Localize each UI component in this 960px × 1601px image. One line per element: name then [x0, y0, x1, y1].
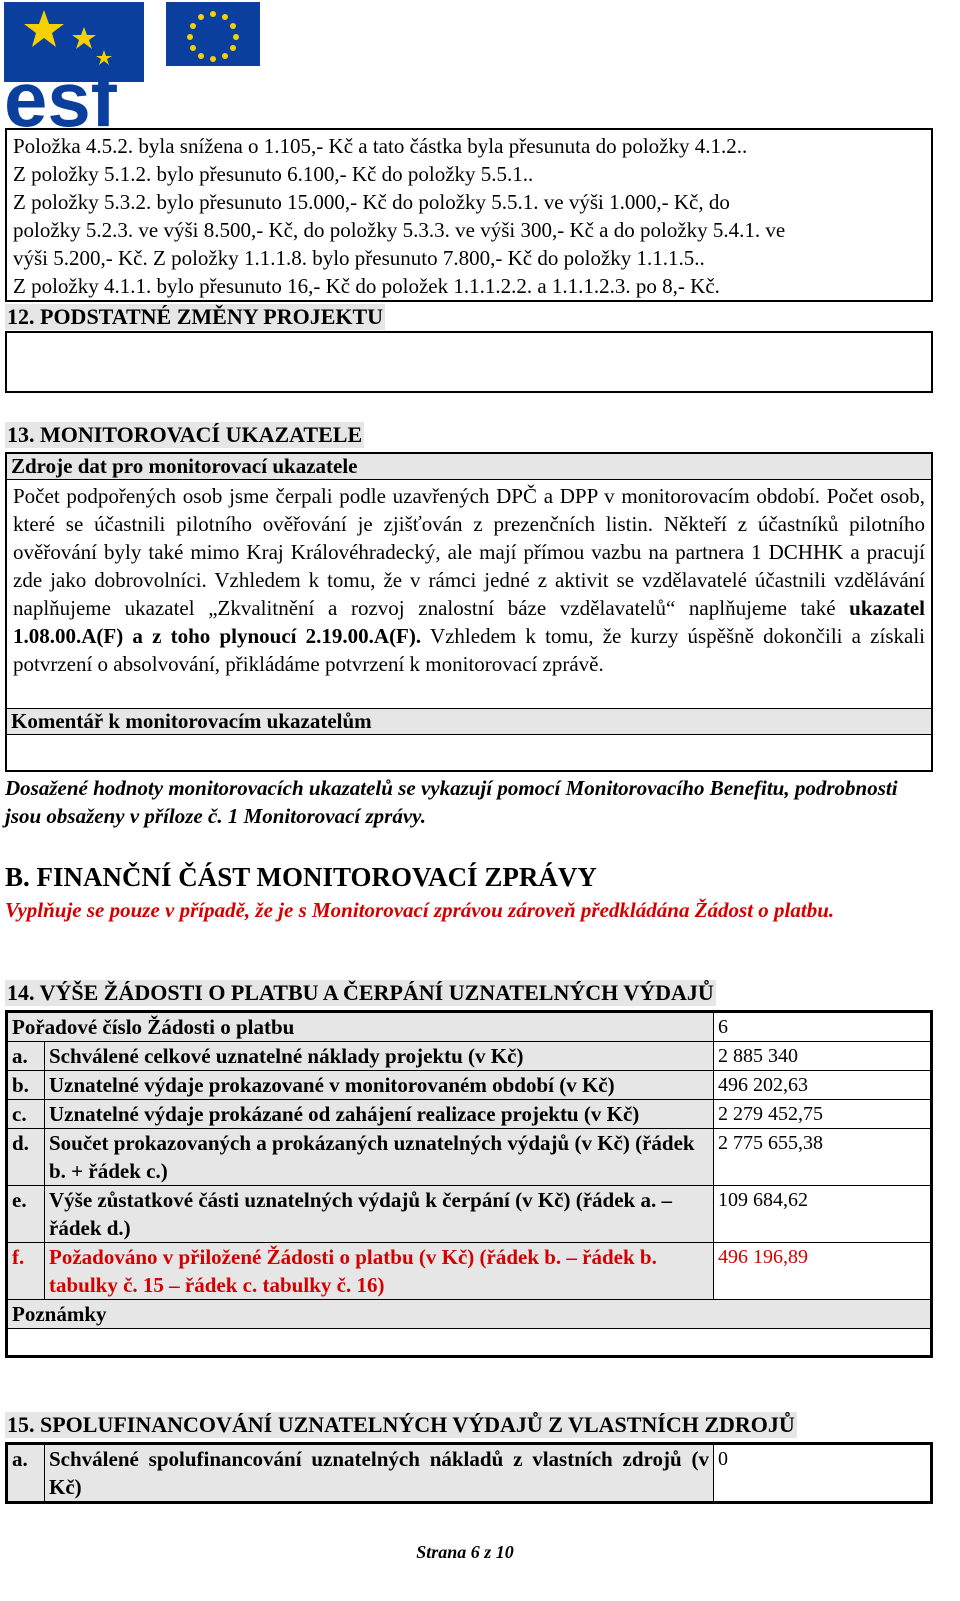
budget-line-4: položky 5.2.3. ve výši 8.500,- Kč, do položky 5.3.3. ve výši 300,- Kč a do položky 5.4.1. ve	[13, 218, 786, 242]
row-label: Uznatelné výdaje prokazované v monitorovaném období (v Kč)	[45, 1071, 714, 1100]
row-key: d.	[8, 1129, 45, 1186]
table-row	[8, 1329, 931, 1356]
row-key: c.	[8, 1100, 45, 1129]
row-value: 0	[714, 1445, 931, 1502]
paragraph-text: Počet podpořených osob jsme čerpali podle uzavřených DPČ a DPP v monitorovacím období. Počet osob, které se účastnili pilotního ověřování je zjišťován z prezenčních listin. Někteří z účastníků pilotního ověřování byly také mimo Kraj Královéhradecký, ale mají přímou vazbu na partnera 1 DCHHK a pracují zde jako dobrovolníci. Vzhledem k tomu, že v rámci jedné z aktivit se vzdělavatelé účastnili vzdělávání naplňujeme ukazatel „Zkvalitnění a rozvoj znalostní báze vzdělavatelů“ naplňujeme také	[13, 484, 925, 620]
section-15-heading: 15. SPOLUFINANCOVÁNÍ UZNATELNÝCH VÝDAJŮ Z VLASTNÍCH ZDROJŮ	[7, 1412, 795, 1437]
row-key: e.	[8, 1186, 45, 1243]
row-label: Výše zůstatkové části uznatelných výdajů k čerpání (v Kč) (řádek a. – řádek d.)	[45, 1186, 714, 1243]
budget-line-2: Z položky 5.1.2. bylo přesunuto 6.100,- Kč do položky 5.5.1..	[13, 162, 534, 186]
row-value: 2 279 452,75	[714, 1100, 931, 1129]
section-13-heading: 13. MONITOROVACÍ UKAZATELE	[7, 422, 363, 447]
table-row	[8, 1100, 931, 1129]
row-key: a.	[8, 1445, 45, 1502]
row-label: Uznatelné výdaje prokázané od zahájení realizace projektu (v Kč)	[45, 1100, 714, 1129]
table-row	[8, 1300, 931, 1329]
table-row	[8, 1243, 931, 1300]
table-row	[8, 1042, 931, 1071]
section-13-box	[5, 452, 933, 772]
data-sources-paragraph	[7, 480, 931, 709]
row-key: b.	[8, 1071, 45, 1100]
monitoring-note: Dosažené hodnoty monitorovacích ukazatelů se vykazují pomocí Monitorovacího Benefitu, podrobnosti jsou obsaženy v příloze č. 1 Monitorovací zprávy.	[5, 776, 898, 828]
section-12-heading: 12. PODSTATNÉ ZMĚNY PROJEKTU	[7, 304, 384, 329]
part-b-subtitle: Vyplňuje se pouze v případě, že je s Monitorovací zprávou zároveň předkládána Žádost o platbu.	[5, 898, 835, 922]
part-b-heading: B. FINANČNÍ ČÁST MONITOROVACÍ ZPRÁVY	[5, 862, 597, 892]
section-14-table-box	[5, 1010, 933, 1358]
data-sources-subheading: Zdroje dat pro monitorovací ukazatele	[7, 454, 931, 480]
row-value: 496 196,89	[714, 1243, 931, 1300]
row-value: 2 885 340	[714, 1042, 931, 1071]
notes-cell	[8, 1329, 931, 1356]
section-15-heading-wrap	[5, 1412, 797, 1438]
page-number: Strana 6 z 10	[416, 1542, 514, 1562]
section-15-table-box	[5, 1442, 933, 1504]
row-label: Součet prokazovaných a prokázaných uznatelných výdajů (v Kč) (řádek b. + řádek c.)	[45, 1129, 714, 1186]
cofinancing-table	[7, 1444, 931, 1502]
section-13-heading-wrap	[5, 422, 364, 448]
budget-line-3: Z položky 5.3.2. bylo přesunuto 15.000,- Kč do položky 5.5.1. ve výši 1.000,- Kč, do	[13, 190, 730, 214]
indicator-text: ukazatel 1.08.00.A(F) a z toho plynoucí 2.19.00.A(F).	[13, 596, 925, 648]
table-row	[8, 1186, 931, 1243]
esf-eu-logo	[4, 2, 264, 128]
row-label: Schválené spolufinancování uznatelných nákladů z vlastních zdrojů (v Kč)	[45, 1445, 714, 1502]
budget-line-5: výši 5.200,- Kč. Z položky 1.1.1.8. bylo přesunuto 7.800,- Kč do položky 1.1.1.5..	[13, 246, 705, 270]
comment-subheading: Komentář k monitorovacím ukazatelům	[7, 709, 931, 735]
esf-logo-text: esf	[4, 55, 117, 128]
budget-line-1: Položka 4.5.2. byla snížena o 1.105,- Kč a tato částka byla přesunuta do položky 4.1.2..	[13, 134, 748, 158]
budget-changes-box	[5, 128, 933, 302]
notes-label: Poznámky	[8, 1300, 931, 1329]
table-row	[8, 1013, 931, 1042]
row-label: Požadováno v přiložené Žádosti o platbu (v Kč) (řádek b. – řádek b. tabulky č. 15 – řádek c. tabulky č. 16)	[45, 1243, 714, 1300]
order-label: Pořadové číslo Žádosti o platbu	[8, 1013, 714, 1042]
section-12-box	[5, 331, 933, 393]
section-12-heading-wrap	[5, 304, 385, 330]
payment-table	[7, 1012, 931, 1356]
table-row	[8, 1129, 931, 1186]
row-key: a.	[8, 1042, 45, 1071]
section-14-heading-wrap	[5, 980, 716, 1006]
row-value: 2 775 655,38	[714, 1129, 931, 1186]
row-value: 109 684,62	[714, 1186, 931, 1243]
budget-line-6: Z položky 4.1.1. bylo přesunuto 16,- Kč do položek 1.1.1.2.2. a 1.1.1.2.3. po 8,- Kč.	[13, 274, 720, 298]
section-14-heading: 14. VÝŠE ŽÁDOSTI O PLATBU A ČERPÁNÍ UZNATELNÝCH VÝDAJŮ	[7, 980, 714, 1005]
row-value: 496 202,63	[714, 1071, 931, 1100]
row-key: f.	[8, 1243, 45, 1300]
table-row	[8, 1071, 931, 1100]
paragraph-end: Vzhledem k tomu, že kurzy úspěšně dokončili a získali potvrzení o absolvování, přikládáme potvrzení k monitorovací zprávě.	[13, 624, 925, 676]
table-row	[8, 1445, 931, 1502]
row-label: Schválené celkové uznatelné náklady projektu (v Kč)	[45, 1042, 714, 1071]
order-value: 6	[714, 1013, 931, 1042]
